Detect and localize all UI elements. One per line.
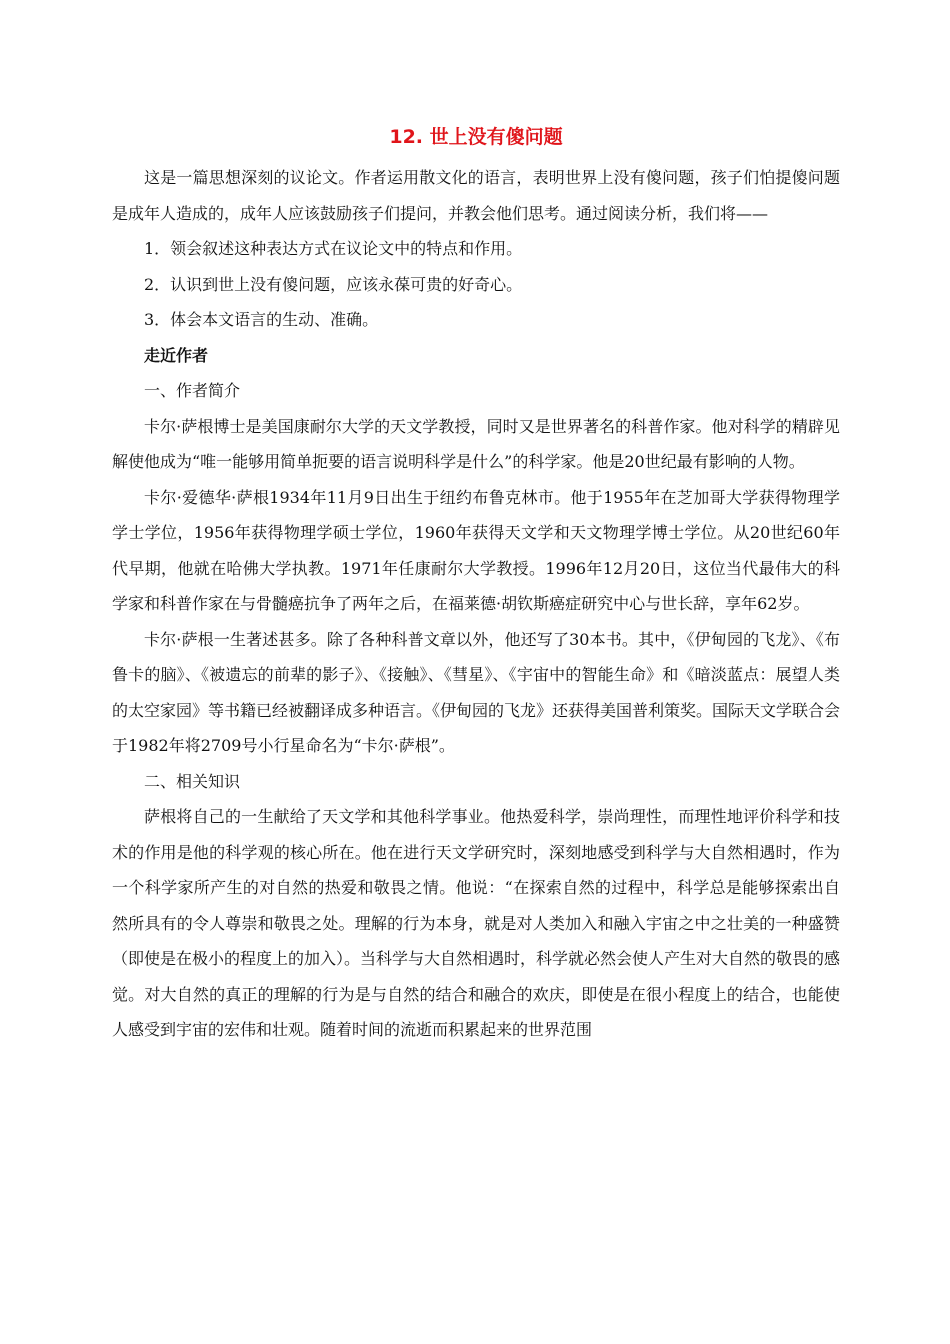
author-paragraph-1: 卡尔·萨根博士是美国康耐尔大学的天文学教授，同时又是世界著名的科普作家。他对科学的精辟见解使他成为“唯一能够用简单扼要的语言说明科学是什么”的科学家。他是20世纪最有影响的人物。	[112, 416, 840, 471]
document-title: 12. 世上没有傻问题	[389, 126, 563, 148]
section-heading: 走近作者	[144, 345, 209, 365]
objective-item-3: 3．体会本文语言的生动、准确。	[144, 310, 379, 329]
related-knowledge-heading: 二、相关知识	[144, 771, 241, 791]
related-paragraph-1: 萨根将自己的一生献给了天文学和其他科学事业。他热爱科学，崇尚理性，而理性地评价科学和技术的作用是他的科学观的核心所在。他在进行天文学研究时，深刻地感受到科学与大自然相遇时，作为一个科学家所产生的对自然的热爱和敬畏之情。他说：“在探索自然的过程中，科学总是能够探索出自然所具有的令人尊崇和敬畏之处。理解的行为本身，就是对人类加入和融入宇宙之中之壮美的一种盛赞（即使是在极小的程度上的加入）。当科学与大自然相遇时，科学就必然会使人产生对大自然的敬畏的感觉。对大自然的真正的理解的行为是与自然的结合和融合的欢庆，即使是在很小程度上的结合，也能使人感受到宇宙的宏伟和壮观。随着时间的流逝而积累起来的世界范围	[112, 807, 841, 1039]
objective-item-2: 2．认识到世上没有傻问题，应该永葆可贵的好奇心。	[144, 274, 523, 294]
objective-item-1: 1．领会叙述这种表达方式在议论文中的特点和作用。	[144, 239, 523, 258]
author-paragraph-2: 卡尔·爱德华·萨根1934年11月9日出生于纽约布鲁克林市。他于1955年在芝加哥大学获得物理学学士学位，1956年获得物理学硕士学位，1960年获得天文学和天文物理学博士学位。从20世纪60年代早期，他就在哈佛大学执教。1971年任康耐尔大学教授。1996年12月20日，这位当代最伟大的科学家和科普作家在与骨髓癌抗争了两年之后，在福莱德·胡钦斯癌症研究中心与世长辞，享年62岁。	[112, 487, 840, 613]
intro-paragraph: 这是一篇思想深刻的议论文。作者运用散文化的语言，表明世界上没有傻问题，孩子们怕提傻问题是成年人造成的，成年人应该鼓励孩子们提问，并教会他们思考。通过阅读分析，我们将——	[112, 168, 840, 223]
document-page	[112, 122, 840, 1048]
author-paragraph-3: 卡尔·萨根一生著述甚多。除了各种科普文章以外，他还写了30本书。其中，《伊甸园的飞龙》、《布鲁卡的脑》、《被遗忘的前辈的影子》、《接触》、《彗星》、《宇宙中的智能生命》和《暗淡蓝点：展望人类的太空家园》等书籍已经被翻译成多种语言。《伊甸园的飞龙》还获得美国普利策奖。国际天文学联合会于1982年将2709号小行星命名为“卡尔·萨根”。	[112, 629, 841, 755]
author-intro-heading: 一、作者简介	[144, 381, 241, 400]
